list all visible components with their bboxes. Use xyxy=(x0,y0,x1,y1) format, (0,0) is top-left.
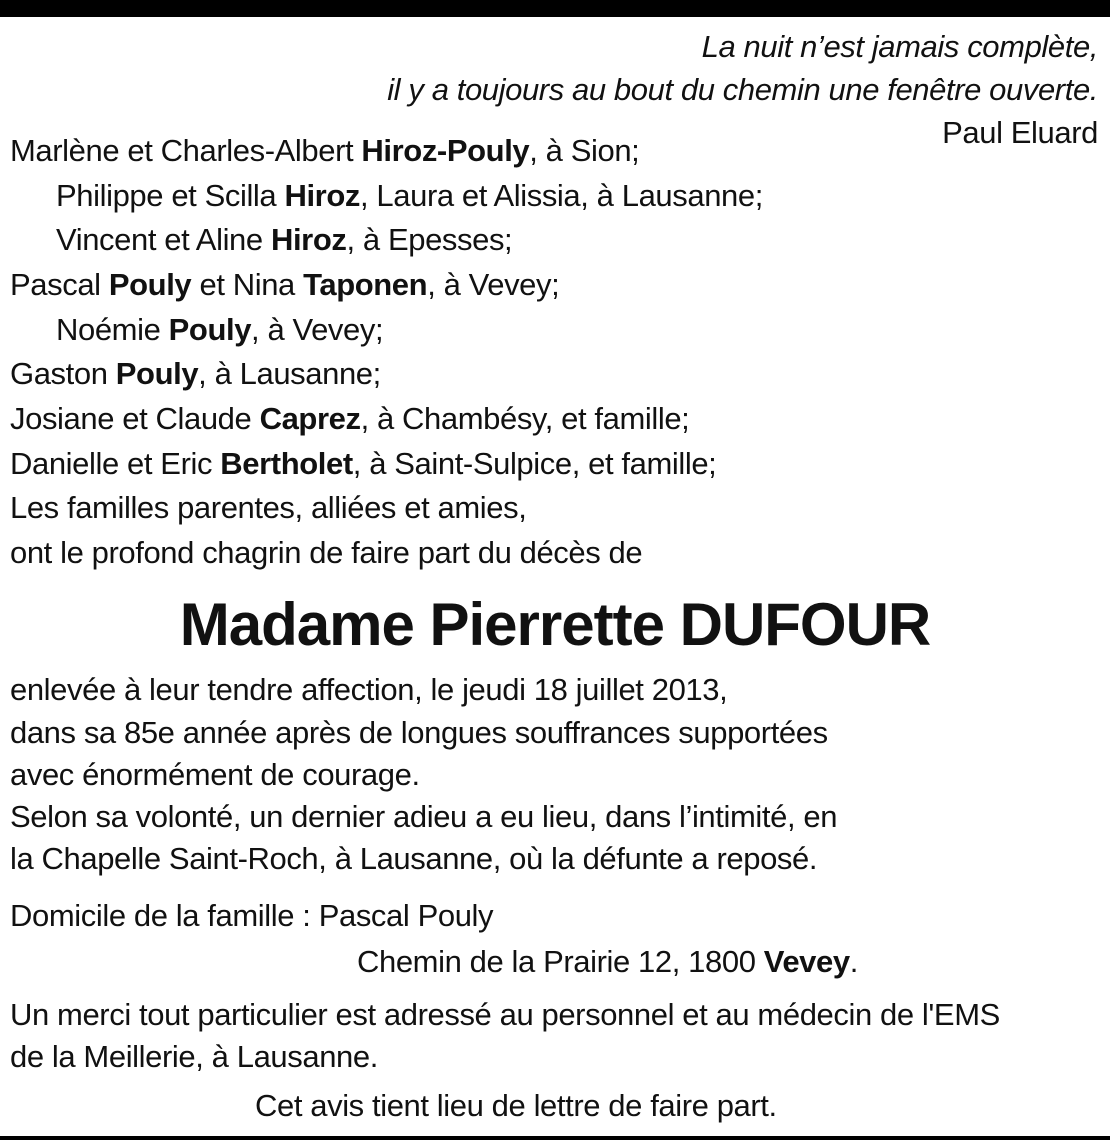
bottom-rule xyxy=(0,1136,1110,1140)
family-text: , à Saint-Sulpice, et famille; xyxy=(352,446,717,481)
family-text: Josiane et Claude xyxy=(10,401,260,436)
family-surname: Pouly xyxy=(108,267,192,302)
quote-author: Paul Eluard xyxy=(942,115,1098,150)
family-surname: Hiroz xyxy=(270,222,347,257)
intro-line-2: ont le profond chagrin de faire part du décès de xyxy=(10,535,643,570)
family-text: Danielle et Eric xyxy=(10,446,221,481)
family-line xyxy=(10,356,381,392)
family-surname: Pouly xyxy=(115,356,199,391)
family-surname: Pouly xyxy=(168,312,252,347)
family-line xyxy=(10,133,639,169)
family-text: , Laura et Alissia, à Lausanne; xyxy=(360,178,763,213)
family-line xyxy=(10,446,716,482)
family-line xyxy=(56,222,512,258)
address-city: Vevey xyxy=(763,944,850,979)
family-text: , à Sion; xyxy=(529,133,640,168)
family-text: Vincent et Aline xyxy=(56,222,271,257)
thanks-line-1: Un merci tout particulier est adressé au personnel et au médecin de l'EMS xyxy=(10,997,1000,1032)
family-text: Gaston xyxy=(10,356,116,391)
family-surname: Taponen xyxy=(303,267,428,302)
quote-line-2: il y a toujours au bout du chemin une fenêtre ouverte. xyxy=(387,72,1098,107)
family-text: Noémie xyxy=(56,312,169,347)
family-text: et Nina xyxy=(191,267,304,302)
family-text: , à Vevey; xyxy=(251,312,384,347)
family-line xyxy=(10,267,559,303)
family-line xyxy=(56,178,763,214)
deceased-name: Madame Pierrette DUFOUR xyxy=(179,591,931,658)
thanks-line-2: de la Meillerie, à Lausanne. xyxy=(10,1039,378,1074)
family-text: Philippe et Scilla xyxy=(56,178,285,213)
closing-line: Cet avis tient lieu de lettre de faire part. xyxy=(255,1088,777,1123)
family-line xyxy=(56,312,383,348)
family-text: Marlène et Charles-Albert xyxy=(10,133,362,168)
address-text: Chemin de la Prairie 12, 1800 xyxy=(357,944,764,979)
body-line-1: enlevée à leur tendre affection, le jeudi 18 juillet 2013, xyxy=(10,672,728,707)
family-text: , à Vevey; xyxy=(427,267,560,302)
body-line-4: Selon sa volonté, un dernier adieu a eu lieu, dans l’intimité, en xyxy=(10,799,838,834)
family-surname: Caprez xyxy=(259,401,361,436)
family-surname: Hiroz xyxy=(284,178,360,213)
body-line-2: dans sa 85e année après de longues souffrances supportées xyxy=(10,715,828,750)
family-text: Pascal xyxy=(10,267,109,302)
family-surname: Hiroz-Pouly xyxy=(361,133,530,168)
family-line xyxy=(10,401,689,437)
family-text: , à Epesses; xyxy=(346,222,513,257)
body-line-5: la Chapelle Saint-Roch, à Lausanne, où la défunte a reposé. xyxy=(10,841,818,876)
body-line-3: avec énormément de courage. xyxy=(10,757,420,792)
domicile-label: Domicile de la famille : Pascal Pouly xyxy=(10,898,494,933)
address-text: . xyxy=(849,944,858,979)
intro-line-1: Les familles parentes, alliées et amies, xyxy=(10,490,527,525)
top-rule xyxy=(0,0,1110,17)
family-surname: Bertholet xyxy=(220,446,353,481)
family-text: , à Lausanne; xyxy=(198,356,381,391)
family-text: , à Chambésy, et famille; xyxy=(360,401,690,436)
quote-line-1: La nuit n’est jamais complète, xyxy=(701,29,1098,64)
domicile-address xyxy=(357,944,858,980)
